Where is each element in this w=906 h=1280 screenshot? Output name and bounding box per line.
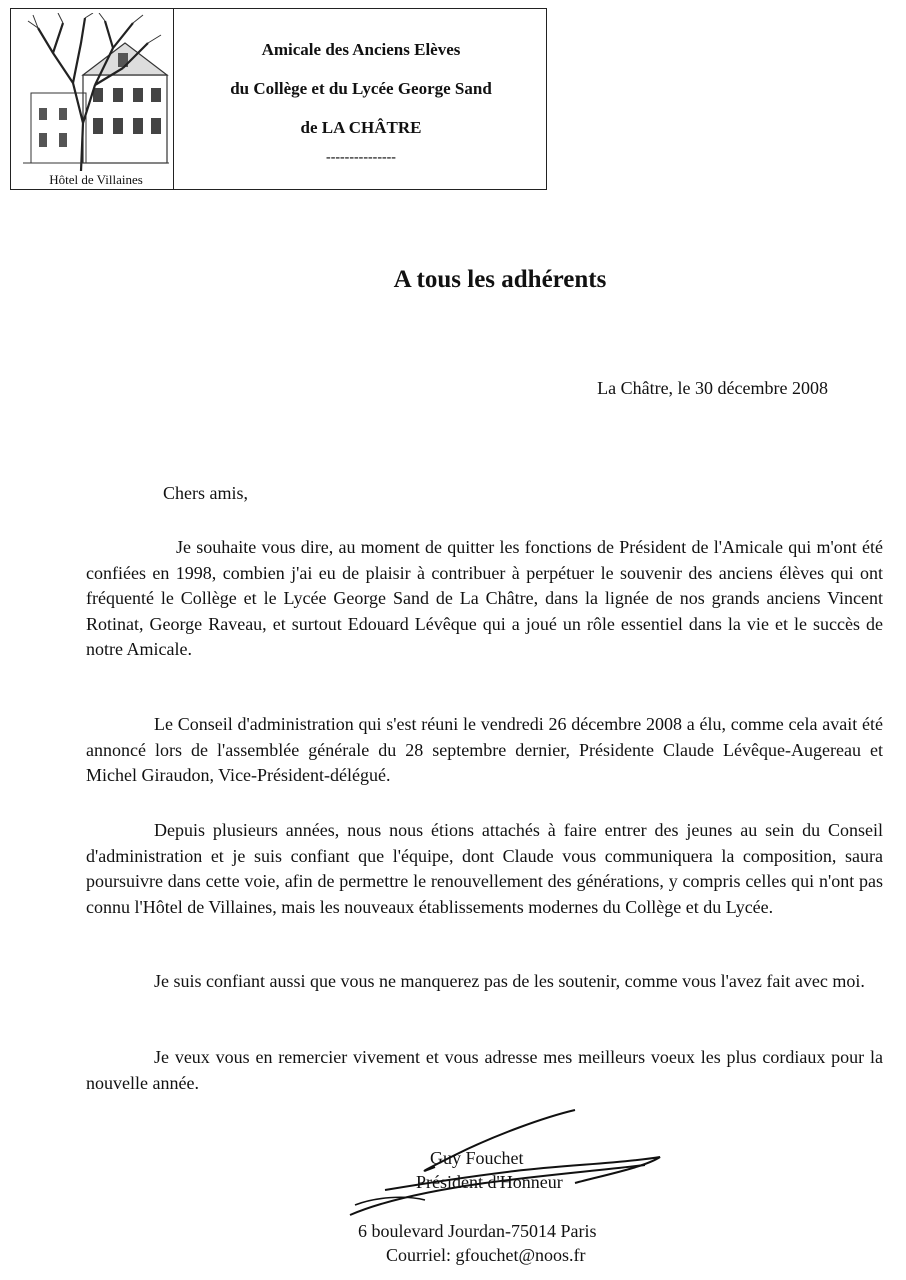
org-line-2: du Collège et du Lycée George Sand: [230, 79, 492, 98]
signatory-title: Président d'Honneur: [416, 1172, 563, 1192]
document-title: A tous les adhérents: [393, 266, 607, 293]
logo-caption: Hôtel de Villaines: [49, 172, 143, 187]
signatory-address: 6 boulevard Jourdan-75014 Paris: [358, 1221, 597, 1241]
paragraph-5: Je veux vous en remercier vivement et vous adresse mes meilleurs voeux les plus cordiaux pour la nouvelle année.: [86, 1047, 883, 1093]
paragraph-4: Je suis confiant aussi que vous ne manquerez pas de les soutenir, comme vous l'avez fait avec moi.: [154, 971, 865, 991]
date-line: La Châtre, le 30 décembre 2008: [597, 378, 828, 398]
signatory-name: Guy Fouchet: [430, 1148, 524, 1168]
paragraph-2: Le Conseil d'administration qui s'est réuni le vendredi 26 décembre 2008 a élu, comme cela avait été annoncé lors de l'assemblée générale du 28 septembre dernier, Présidente Claude Lévêque-Augereau et Michel Giraudon, Vice-Président-délégué.: [86, 714, 883, 785]
org-separator: ---------------: [326, 150, 396, 165]
paragraph-1: Je souhaite vous dire, au moment de quitter les fonctions de Président de l'Amicale qui m'ont été confiées en 1998, combien j'ai eu de plaisir à contribuer à perpétuer le souvenir des anciens élèves qui ont fréquenté le Collège et le Lycée George Sand de La Châtre, dans la lignée de nos grands anciens Vincent Rotinat, George Raveau, et surtout Edouard Lévêque qui a joué un rôle essentiel dans la vie et le succès de notre Amicale.: [86, 537, 883, 659]
org-line-1: Amicale des Anciens Elèves: [261, 40, 461, 59]
signatory-email: Courriel: gfouchet@noos.fr: [386, 1245, 586, 1265]
logo-frame: [19, 9, 174, 190]
letterhead: [10, 8, 547, 190]
salutation: Chers amis,: [163, 483, 248, 503]
hotel-de-villaines-drawing: [23, 13, 169, 171]
org-line-3: de LA CHÂTRE: [300, 118, 422, 137]
paragraph-3: Depuis plusieurs années, nous nous étions attachés à faire entrer des jeunes au sein du Conseil d'administration et je suis confiant que l'équipe, dont Claude vous communiquera la composition, saura poursuivre dans cette voie, afin de permettre le renouvellement des générations, y compris celles qui n'ont pas connu l'Hôtel de Villaines, mais les nouveaux établissements modernes du Collège et du Lycée.: [86, 820, 883, 917]
organization-name: [176, 35, 546, 166]
